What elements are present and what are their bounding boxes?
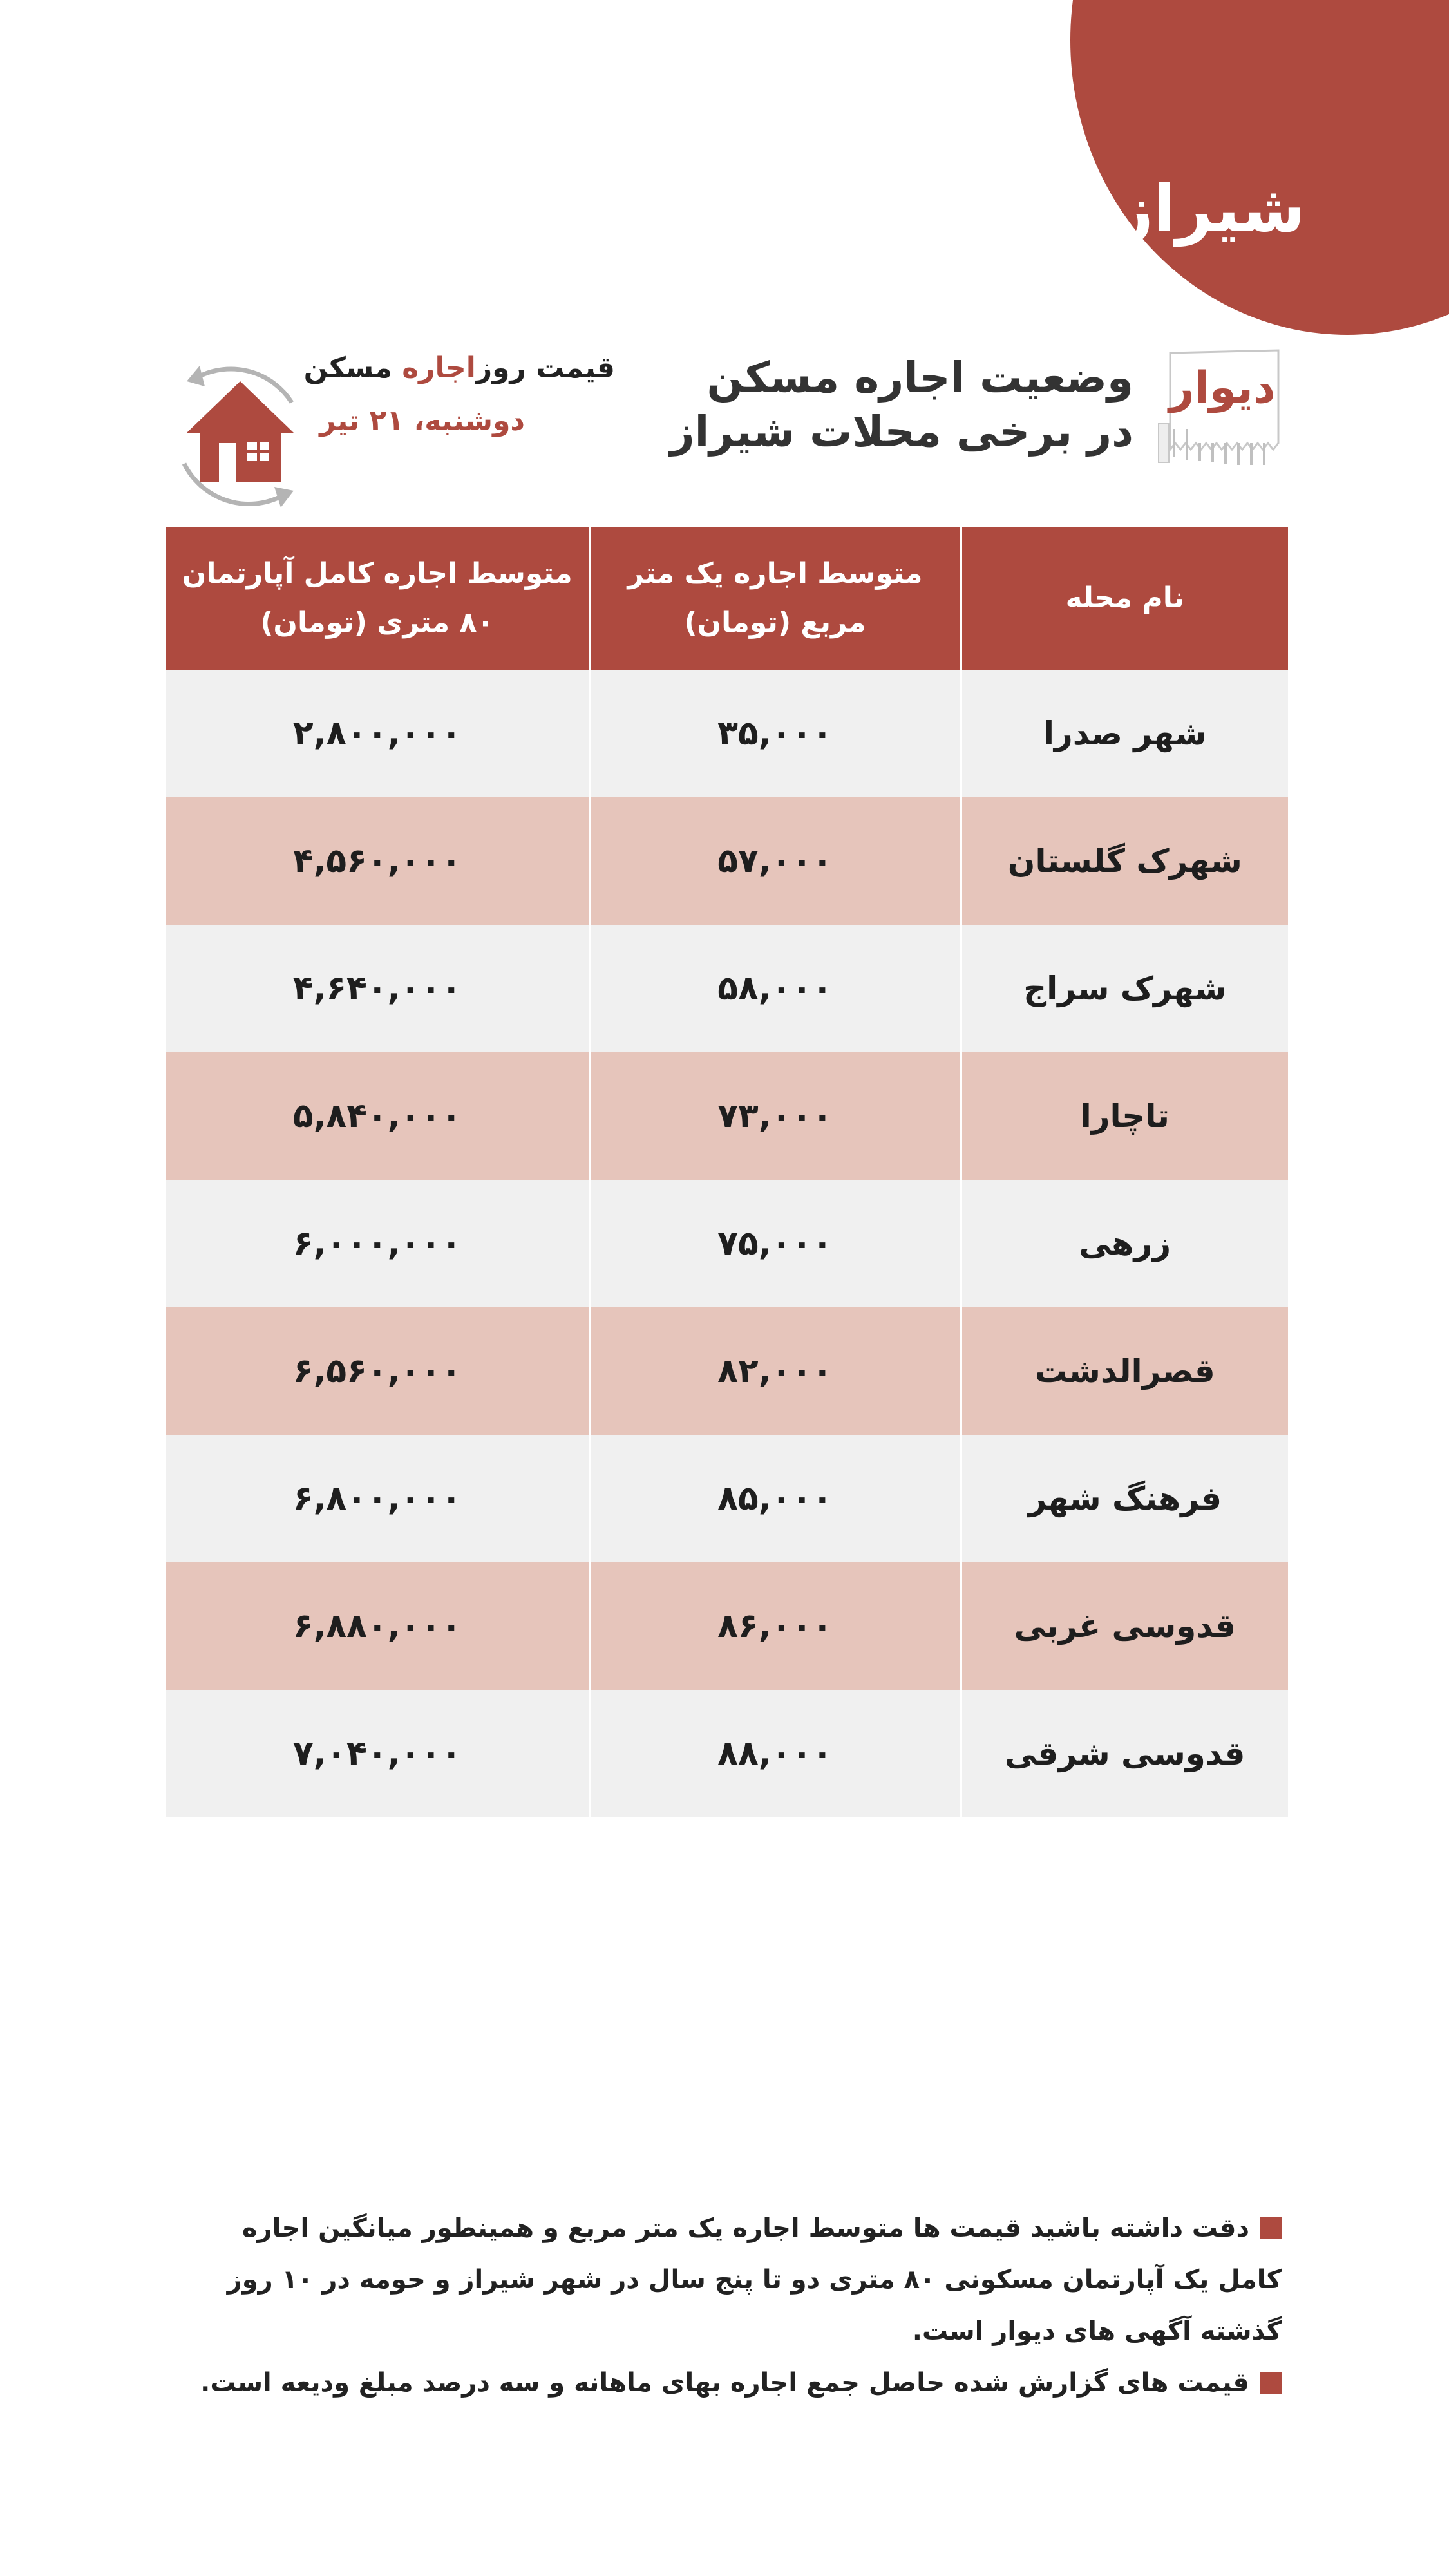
cell-full-price: ۲,۸۰۰,۰۰۰ — [166, 670, 589, 797]
cell-full-price: ۶,۰۰۰,۰۰۰ — [166, 1180, 589, 1307]
header-price-per-meter: متوسط اجاره یک متر مربع (تومان) — [589, 527, 961, 670]
cell-full-price: ۷,۰۴۰,۰۰۰ — [166, 1690, 589, 1817]
table-row — [166, 1435, 1288, 1562]
table-row — [166, 797, 1288, 925]
divar-logo — [1156, 346, 1285, 469]
cell-neighborhood: تاچارا — [961, 1052, 1288, 1180]
cell-neighborhood: قدوسی غربی — [961, 1562, 1288, 1690]
cell-price-per-meter: ۸۸,۰۰۰ — [589, 1690, 961, 1817]
table-header-row — [166, 527, 1288, 670]
footnote-text: دقت داشته باشید قیمت ها متوسط اجاره یک متر مربع و همینطور میانگین اجاره کامل یک آپارتمان مسکونی ۸۰ متری دو تا پنج سال در شهر شیراز و حومه در ۱۰ روز گذشته آگهی های دیوار است. — [227, 2213, 1282, 2346]
cell-neighborhood: قصرالدشت — [961, 1307, 1288, 1435]
cell-price-per-meter: ۸۲,۰۰۰ — [589, 1307, 961, 1435]
cell-neighborhood: قدوسی شرقی — [961, 1690, 1288, 1817]
city-name: شیراز — [1116, 171, 1305, 247]
table-row — [166, 1307, 1288, 1435]
table-row — [166, 1052, 1288, 1180]
footnote-item — [187, 2202, 1282, 2357]
cell-full-price: ۴,۶۴۰,۰۰۰ — [166, 925, 589, 1052]
cell-price-per-meter: ۸۵,۰۰۰ — [589, 1435, 961, 1562]
cell-price-per-meter: ۵۸,۰۰۰ — [589, 925, 961, 1052]
price-label-suffix: مسکن — [303, 352, 392, 384]
square-bullet-icon — [1260, 2372, 1282, 2394]
logo-text: دیوار — [1169, 363, 1276, 413]
cell-price-per-meter: ۷۳,۰۰۰ — [589, 1052, 961, 1180]
footnote-item — [187, 2357, 1282, 2409]
price-label-accent: اجاره — [402, 352, 476, 384]
header-neighborhood: نام محله — [961, 527, 1288, 670]
cell-price-per-meter: ۳۵,۰۰۰ — [589, 670, 961, 797]
table-row — [166, 1562, 1288, 1690]
cell-full-price: ۶,۵۶۰,۰۰۰ — [166, 1307, 589, 1435]
square-bullet-icon — [1260, 2217, 1282, 2239]
cell-price-per-meter: ۸۶,۰۰۰ — [589, 1562, 961, 1690]
page-title-line-2: در برخی محلات شیراز — [670, 407, 1133, 457]
cell-full-price: ۶,۸۰۰,۰۰۰ — [166, 1435, 589, 1562]
cell-price-per-meter: ۷۵,۰۰۰ — [589, 1180, 961, 1307]
cell-neighborhood: فرهنگ شهر — [961, 1435, 1288, 1562]
cell-full-price: ۵,۸۴۰,۰۰۰ — [166, 1052, 589, 1180]
price-label — [303, 348, 615, 389]
cell-full-price: ۶,۸۸۰,۰۰۰ — [166, 1562, 589, 1690]
header-full-apartment-price: متوسط اجاره کامل آپارتمان ۸۰ متری (تومان) — [166, 527, 589, 670]
cell-neighborhood: شهرک گلستان — [961, 797, 1288, 925]
house-with-refresh-arrows-icon — [160, 348, 321, 522]
table-row — [166, 1690, 1288, 1817]
cell-neighborhood: شهر صدرا — [961, 670, 1288, 797]
cell-neighborhood: زرهی — [961, 1180, 1288, 1307]
table-row — [166, 925, 1288, 1052]
rent-table — [166, 527, 1288, 1817]
table-row — [166, 1180, 1288, 1307]
price-label-prefix: قیمت روز — [475, 352, 615, 384]
date-label: دوشنبه، ۲۱ تیر — [319, 404, 525, 437]
page-title-line-1: وضعیت اجاره مسکن — [706, 353, 1133, 402]
footnotes — [187, 2202, 1282, 2409]
cell-neighborhood: شهرک سراج — [961, 925, 1288, 1052]
cell-price-per-meter: ۵۷,۰۰۰ — [589, 797, 961, 925]
footnote-text: قیمت های گزارش شده حاصل جمع اجاره بهای ماهانه و سه درصد مبلغ ودیعه است. — [200, 2368, 1249, 2398]
page-title — [670, 351, 1133, 459]
table-row — [166, 670, 1288, 797]
cell-full-price: ۴,۵۶۰,۰۰۰ — [166, 797, 589, 925]
